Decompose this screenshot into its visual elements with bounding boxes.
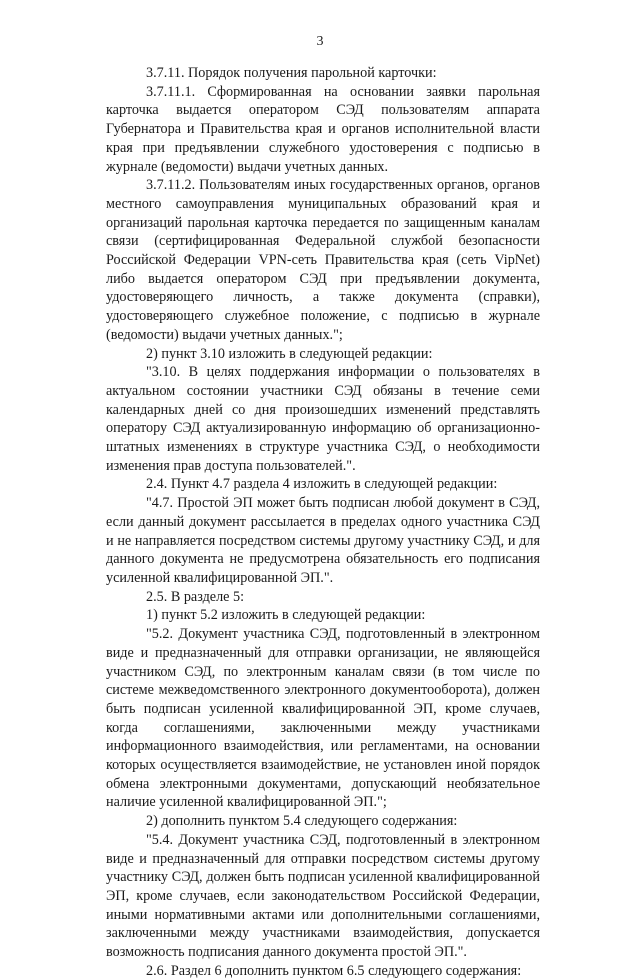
paragraph-5-2: "5.2. Документ участника СЭД, подготовленный в электронном виде и предназначенный для отправки организации, не являющейся участником СЭД, по электронным каналам связи (в том числе по системе межведомственного электронного документооборота), должен быть подписан усиленной квалифицированной ЭП, кроме случаев, когда соглашениями, заключенными между участниками информационного взаимодействия, или регламентами, на основании которых осуществляется взаимодействие, не установлен иной порядок обмена электронными документами, допускающий необязательное наличие усиленной квалифицированной ЭП."; xyxy=(106,626,540,811)
paragraph-5-4: "5.4. Документ участника СЭД, подготовленный в электронном виде и предназначенный для отправки посредством системы другому участнику СЭД, должен быть подписан усиленной квалифицированной ЭП, кроме случаев, если законодательством Российской Федерации, иными нормативными актами или дополнительными соглашениями, заключенными между участниками взаимодействия, допускается возможность подписания данного документа простой ЭП.". xyxy=(106,831,540,961)
paragraph-3-7-11-1: 3.7.11.1. Сформированная на основании заявки парольная карточка выдается оператором СЭД пользователям аппарата Губернатора и Правительства края и органов исполнительной власти края при предъявлении служебного удостоверения с подписью в журнале (ведомости) выдачи учетных данных. xyxy=(106,83,540,175)
paragraph-2-5: 2.5. В разделе 5: xyxy=(146,588,245,605)
page-number: 3 xyxy=(316,34,324,49)
paragraph-item-5-4-intro: 2) дополнить пунктом 5.4 следующего содержания: xyxy=(146,813,458,830)
paragraph-4-7: "4.7. Простой ЭП может быть подписан любой документ в СЭД, если данный документ рассылается в пределах одного участника СЭД и не направляется посредством системы другому участнику СЭД, и для данного документа не предусмотрена обязательность его подписания усиленной квалифицированной ЭП.". xyxy=(106,495,540,586)
paragraph-item-5-2-intro: 1) пункт 5.2 изложить в следующей редакции: xyxy=(146,607,426,624)
paragraph-2-6: 2.6. Раздел 6 дополнить пунктом 6.5 следующего содержания: xyxy=(146,962,522,979)
paragraph-2-4: 2.4. Пункт 4.7 раздела 4 изложить в следующей редакции: xyxy=(146,476,498,493)
paragraph-item-3-10-intro: 2) пункт 3.10 изложить в следующей редакции: xyxy=(146,345,433,362)
paragraph-3-7-11: 3.7.11. Порядок получения парольной карточки: xyxy=(146,65,437,81)
paragraph-3-7-11-2: 3.7.11.2. Пользователям иных государственных органов, органов местного самоуправления муниципальных образований края и организаций парольная карточка передается по защищенным каналам связи (сертифицированная Федеральной службой безопасности Российской Федерации VPN-сеть Правительства края (сеть VipNet) либо выдается оператором СЭД при предъявлении документа, удостоверяющего личность, а также документа (справки), удостоверяющего служебное положение, с подписью в журнале (ведомости) выдачи учетных данных."; xyxy=(106,177,540,343)
paragraph-3-10: "3.10. В целях поддержания информации о пользователях в актуальном состоянии участники СЭД обязаны в течение семи календарных дней со дня произошедших изменений представлять оператору СЭД актуализированную информацию об организационно-штатных изменениях в структуре участника СЭД, о необходимости изменения прав доступа пользователей.". xyxy=(106,364,540,474)
document-body xyxy=(106,64,540,980)
